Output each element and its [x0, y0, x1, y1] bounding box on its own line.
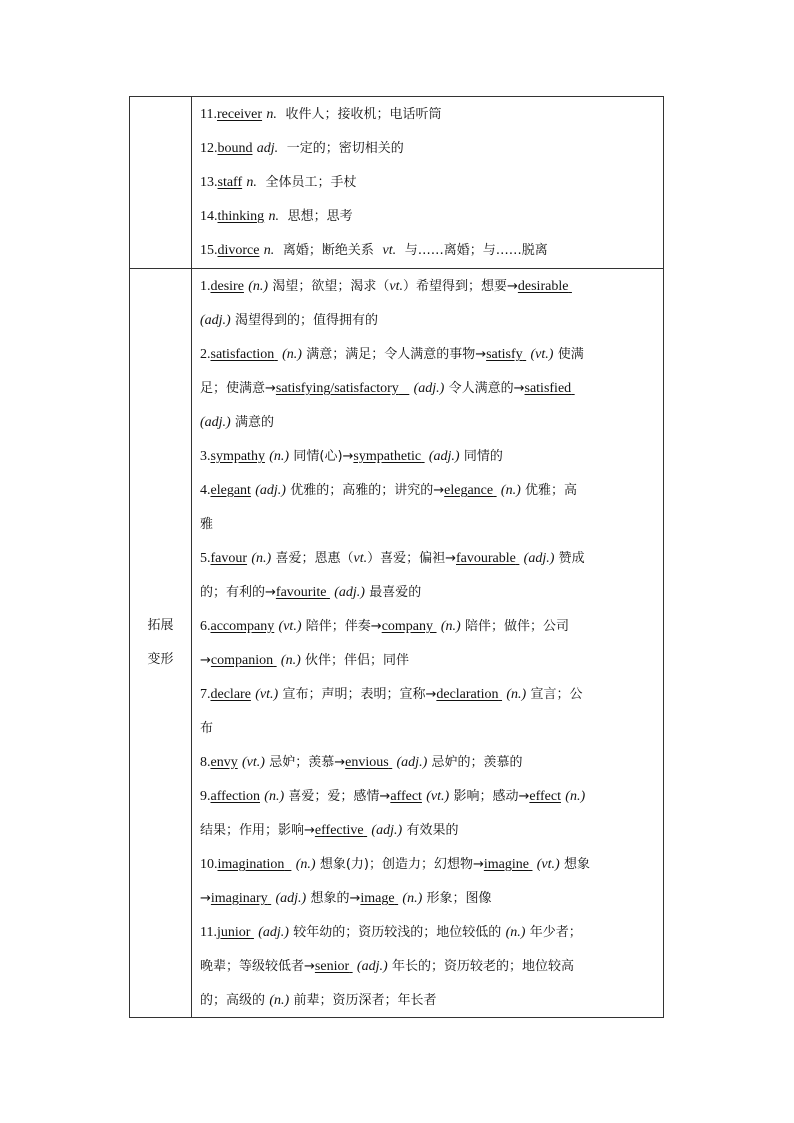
part-of-speech: (adj.) [334, 585, 365, 600]
arrow: → [200, 891, 211, 906]
part-of-speech: (n.) [282, 347, 302, 362]
item-number: 1. [200, 279, 211, 294]
definition: 的；有利的→ [200, 585, 276, 600]
part-of-speech: (n.) [440, 619, 461, 634]
table-row [130, 269, 664, 1018]
vocab-word: envy [210, 755, 238, 770]
item-number: 12. [200, 141, 218, 156]
item-number: 7. [200, 687, 211, 702]
blank-space [274, 347, 278, 362]
list-item [200, 541, 657, 575]
blank-space [499, 687, 503, 702]
definition: 晚辈；等级较低者→ [200, 959, 315, 974]
part-of-speech: (vt.) [426, 789, 450, 804]
part-of-speech: (adj.) [523, 551, 555, 566]
list-item [200, 337, 657, 371]
definition: 满意；满足；令人满意的事物→ [306, 347, 487, 362]
item-number: 9. [200, 789, 211, 804]
part-of-speech: (vt.) [278, 619, 302, 634]
table-row [130, 97, 664, 269]
vocab-word: sympathetic [353, 449, 422, 464]
vocab-word: imagine [483, 857, 529, 872]
vocab-word: accompany [210, 619, 275, 634]
definition: 想象(力)；创造力；幻想物→ [319, 857, 484, 872]
part-of-speech: (vt.) [242, 755, 265, 770]
list-item [200, 473, 657, 507]
list-item [200, 439, 657, 473]
part-of-speech: (n.) [402, 891, 423, 906]
definition: 年少者； [529, 925, 582, 940]
definition: 同情的 [463, 449, 503, 464]
definition: 影响；感动→ [453, 789, 530, 804]
vocab-word: sympathy [210, 449, 265, 464]
part-of-speech: vt. [382, 243, 397, 258]
definition: 想象的→ [310, 891, 361, 906]
part-of-speech: vt. [353, 551, 368, 566]
vocab-word: companion [210, 653, 274, 668]
vocab-word: receiver [216, 107, 263, 122]
blank-space [364, 823, 368, 838]
part-of-speech: (adj.) [428, 449, 460, 464]
definition: 使满 [557, 347, 584, 362]
part-of-speech: n. [268, 209, 279, 224]
vocab-word: declare [210, 687, 251, 702]
part-of-speech: (adj.) [396, 755, 428, 770]
list-item-continued [200, 949, 657, 983]
vocab-word: favour [210, 551, 248, 566]
list-item [200, 847, 657, 881]
blank-space [421, 449, 425, 464]
vocab-word: imaginary [210, 891, 268, 906]
vocab-word: staff [217, 175, 243, 190]
part-of-speech: (vt.) [255, 687, 279, 702]
blank-space [395, 891, 399, 906]
list-item-continued [200, 643, 657, 677]
part-of-speech: (adj.) [255, 483, 286, 498]
part-of-speech: n. [246, 175, 257, 190]
list-item-continued [200, 371, 657, 405]
part-of-speech: (n.) [248, 279, 269, 294]
item-number: 5. [200, 551, 211, 566]
list-item [200, 609, 657, 643]
part-of-speech: (adj.) [413, 381, 445, 396]
list-item [200, 97, 657, 131]
definition: 全体员工；手杖 [265, 175, 357, 190]
blank-space [326, 585, 330, 600]
part-of-speech: (n.) [251, 551, 272, 566]
definition: 优雅；高 [525, 483, 578, 498]
part-of-speech: (n.) [295, 857, 316, 872]
list-item-continued [200, 507, 657, 541]
list-item-continued [200, 711, 657, 745]
blank-space [349, 959, 353, 974]
definition: 令人满意的→ [448, 381, 525, 396]
vocab-word: desire [210, 279, 244, 294]
part-of-speech: vt. [389, 279, 403, 294]
part-of-speech: (vt.) [536, 857, 560, 872]
definition: 思想；思考 [287, 209, 353, 224]
empty-label-cell [130, 97, 192, 269]
blank-space [516, 551, 520, 566]
item-number: 15. [200, 243, 218, 258]
item-number: 3. [200, 449, 211, 464]
section-label-line: 拓展 [147, 618, 174, 633]
part-of-speech: (vt.) [530, 347, 554, 362]
definition: 与……离婚；与……脱离 [404, 243, 548, 258]
vocab-word: affection [210, 789, 260, 804]
arrow: → [200, 653, 211, 668]
list-item [200, 199, 657, 233]
list-item-continued [200, 303, 657, 337]
vocab-word: thinking [217, 209, 265, 224]
definition: 渴望；欲望；渴求（ [272, 279, 390, 294]
vocab-word: imagination [217, 857, 285, 872]
item-number: 8. [200, 755, 211, 770]
vocab-word: satisfaction [210, 347, 275, 362]
definition: 雅 [200, 517, 214, 532]
definition: ）喜爱；偏袒→ [367, 551, 456, 566]
blank-space [433, 619, 437, 634]
part-of-speech: (n.) [506, 687, 527, 702]
vocab-word: declaration [436, 687, 499, 702]
vocab-word: favourable [456, 551, 516, 566]
definition: 同情(心)→ [293, 449, 354, 464]
vocab-word: effective [314, 823, 364, 838]
part-of-speech: n. [263, 243, 275, 258]
part-of-speech: adj. [256, 141, 279, 156]
definition: 忌妒；羡慕→ [269, 755, 346, 770]
item-number: 4. [200, 483, 211, 498]
section-label-line: 变形 [147, 652, 174, 667]
extension-cell [192, 269, 664, 1018]
vocabulary-table [129, 96, 664, 1018]
part-of-speech: (adj.) [275, 891, 307, 906]
list-item [200, 745, 657, 779]
blank-space [529, 857, 533, 872]
blank-space [284, 857, 291, 872]
definition: 形象；图像 [426, 891, 492, 906]
part-of-speech: (adj.) [356, 959, 388, 974]
vocab-word: favourite [275, 585, 327, 600]
vocab-word: satisfying/satisfactory [275, 381, 399, 396]
definition: ）希望得到；想要→ [402, 279, 518, 294]
part-of-speech: (n.) [505, 925, 526, 940]
item-number: 11. [200, 107, 217, 122]
item-number: 10. [200, 857, 218, 872]
part-of-speech: (n.) [565, 789, 586, 804]
definition: 伙伴；伴侣；同伴 [305, 653, 410, 668]
definition: 陪伴；做伴；公司 [464, 619, 569, 634]
blank-space [568, 279, 572, 294]
list-item-continued [200, 881, 657, 915]
part-of-speech: n. [266, 107, 277, 122]
definition: 赞成 [558, 551, 585, 566]
list-item [200, 677, 657, 711]
list-item-continued [200, 813, 657, 847]
definition: 宣言；公 [530, 687, 583, 702]
vocab-word: image [360, 891, 395, 906]
vocab-word: desirable [517, 279, 569, 294]
list-item [200, 915, 657, 949]
part-of-speech: (adj.) [258, 925, 289, 940]
definition: 喜爱；爱；感情→ [288, 789, 391, 804]
part-of-speech: (adj.) [200, 415, 231, 430]
definition: 优雅的；高雅的；讲究的→ [290, 483, 445, 498]
definition: 宣布；声明；表明；宣称→ [282, 687, 437, 702]
part-of-speech: (adj.) [200, 313, 231, 328]
definition: 的；高级的 [200, 993, 266, 1008]
part-of-speech: (n.) [269, 993, 290, 1008]
item-number: 2. [200, 347, 211, 362]
vocab-word: junior [216, 925, 251, 940]
list-item [200, 269, 657, 303]
blank-space [493, 483, 497, 498]
definition: 一定的；密切相关的 [286, 141, 404, 156]
blank-space [523, 347, 527, 362]
word-list-cell [192, 97, 664, 269]
vocab-word: effect [529, 789, 561, 804]
vocab-word: affect [390, 789, 422, 804]
vocab-word: satisfy [486, 347, 523, 362]
list-item [200, 233, 657, 267]
vocab-word: divorce [217, 243, 260, 258]
list-item [200, 131, 657, 165]
part-of-speech: (n.) [500, 483, 521, 498]
definition: 想象 [564, 857, 591, 872]
list-item [200, 165, 657, 199]
definition: 足；使满意→ [200, 381, 276, 396]
item-number: 13. [200, 175, 218, 190]
definition: 较年幼的；资历较浅的；地位较低的 [293, 925, 502, 940]
definition: 结果；作用；影响→ [200, 823, 315, 838]
blank-space [273, 653, 277, 668]
vocab-word: envious [345, 755, 389, 770]
item-number: 11. [200, 925, 217, 940]
part-of-speech: (n.) [280, 653, 301, 668]
definition: 离婚；断绝关系 [282, 243, 374, 258]
definition: 收件人；接收机；电话听筒 [285, 107, 442, 122]
definition: 最喜爱的 [369, 585, 422, 600]
blank-space [389, 755, 393, 770]
definition: 忌妒的；羡慕的 [431, 755, 523, 770]
definition: 年长的；资历较老的；地位较高 [391, 959, 574, 974]
definition: 前辈；资历深者；年长者 [293, 993, 437, 1008]
blank-space [268, 891, 272, 906]
blank-space [399, 381, 410, 396]
part-of-speech: (n.) [264, 789, 285, 804]
definition: 布 [200, 721, 214, 736]
list-item [200, 779, 657, 813]
definition: 陪伴；伴奏→ [305, 619, 382, 634]
part-of-speech: (adj.) [371, 823, 403, 838]
item-number: 14. [200, 209, 218, 224]
definition: 满意的 [235, 415, 275, 430]
list-item-continued [200, 575, 657, 609]
list-item-continued [200, 405, 657, 439]
item-number: 6. [200, 619, 211, 634]
list-item-continued [200, 983, 657, 1017]
vocab-word: company [381, 619, 434, 634]
definition: 有效果的 [406, 823, 459, 838]
vocab-word: satisfied [524, 381, 572, 396]
blank-space [571, 381, 575, 396]
definition: 喜爱；恩惠（ [275, 551, 354, 566]
part-of-speech: (n.) [269, 449, 290, 464]
vocab-word: senior [314, 959, 350, 974]
definition: 渴望得到的；值得拥有的 [235, 313, 379, 328]
blank-space [250, 925, 254, 940]
section-label [130, 269, 192, 1018]
vocab-word: elegant [210, 483, 251, 498]
vocab-word: bound [217, 141, 253, 156]
vocab-word: elegance [444, 483, 494, 498]
